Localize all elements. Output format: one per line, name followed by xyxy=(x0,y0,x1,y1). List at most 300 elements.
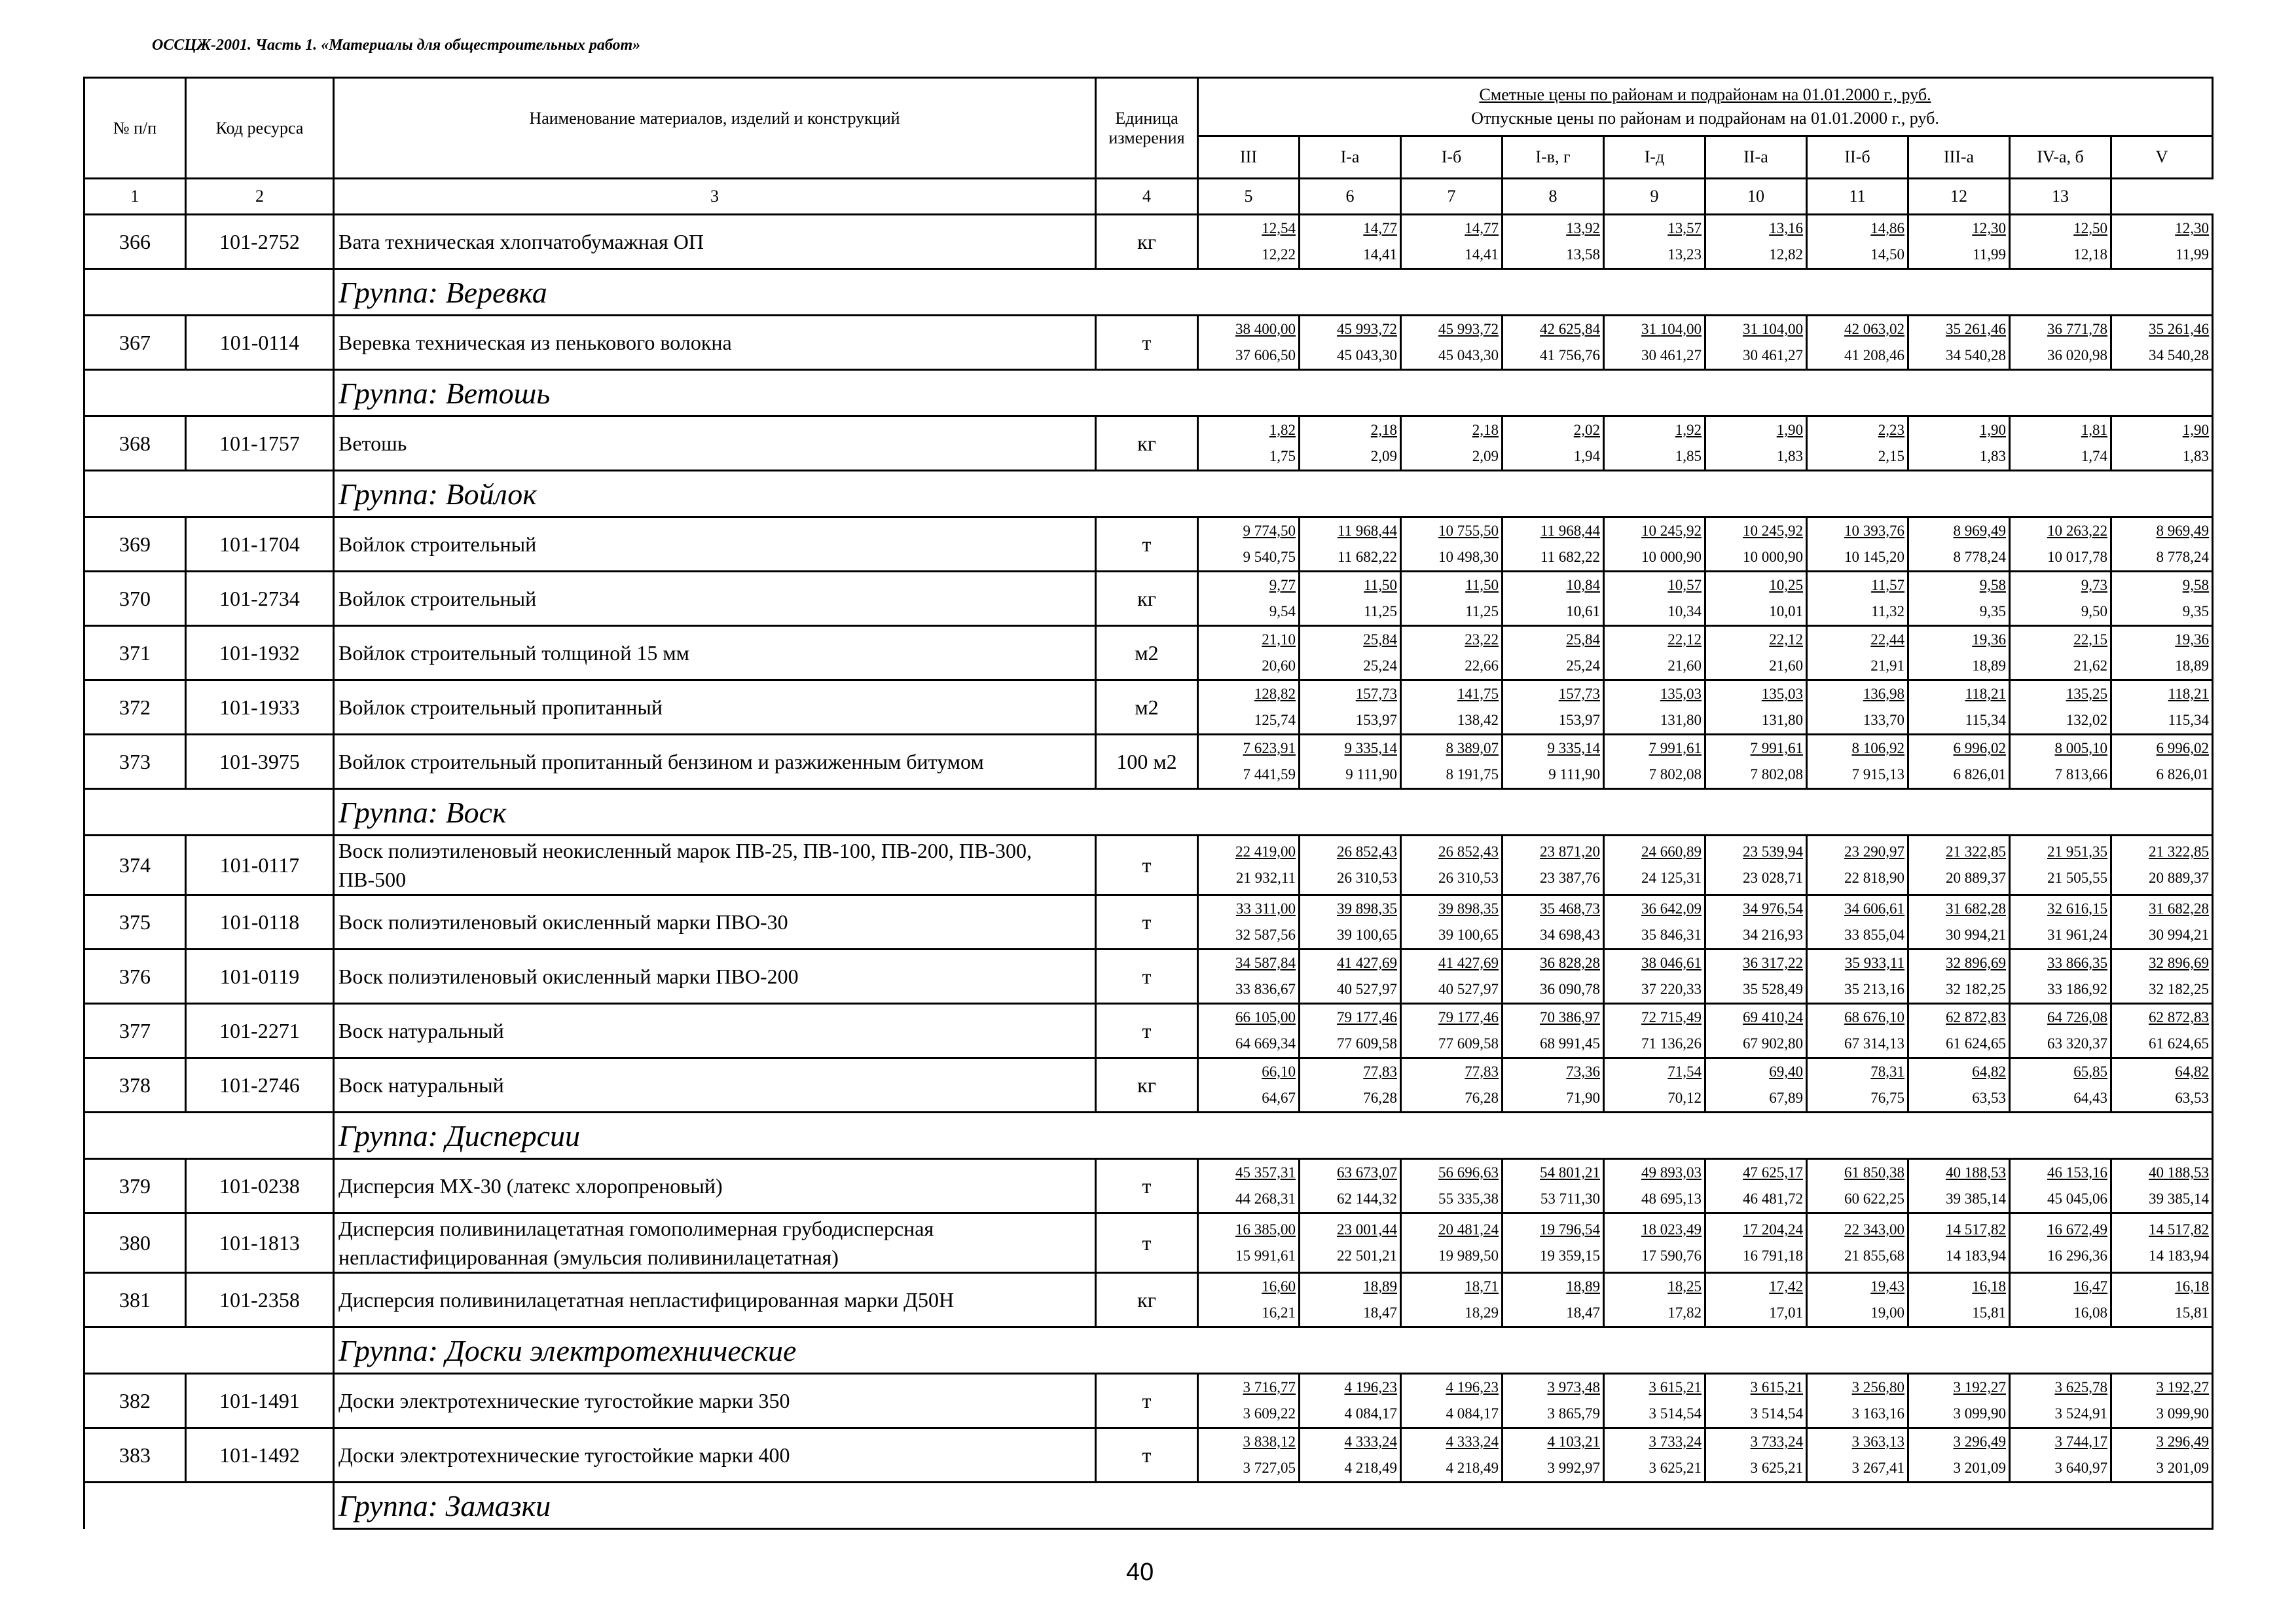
release-price: 153,97 xyxy=(1558,712,1600,728)
price-cell xyxy=(1401,572,1503,626)
price-cell xyxy=(2111,895,2213,950)
price-cell xyxy=(1807,1058,1908,1113)
group-row xyxy=(84,1327,2213,1374)
estimate-price: 33 311,00 xyxy=(1235,900,1296,917)
release-price: 15 991,61 xyxy=(1235,1247,1296,1264)
release-price: 55 335,38 xyxy=(1438,1190,1499,1207)
estimate-price: 4 196,23 xyxy=(1344,1379,1397,1395)
price-cell xyxy=(1604,1428,1705,1483)
material-name: Веревка техническая из пенькового волокна xyxy=(334,316,1096,370)
resource-code: 101-2271 xyxy=(186,1004,334,1058)
price-cell xyxy=(1705,316,1807,370)
price-cell xyxy=(1198,950,1300,1004)
release-price: 21 932,11 xyxy=(1235,870,1296,886)
resource-code: 101-0118 xyxy=(186,895,334,950)
release-price: 64,43 xyxy=(2073,1090,2107,1106)
price-cell xyxy=(1604,316,1705,370)
table-row xyxy=(84,1004,2213,1058)
release-price: 20,60 xyxy=(1262,657,1296,674)
price-cell xyxy=(1300,316,1401,370)
material-name: Дисперсия поливинилацетатная гомополимерная грубодисперсная непластифицированная (эмульсия поливинилацетатная) xyxy=(334,1213,1096,1273)
estimate-price: 8 389,07 xyxy=(1446,740,1499,756)
price-cell xyxy=(1807,680,1908,735)
price-cell xyxy=(1503,895,1604,950)
release-price: 3 099,90 xyxy=(1953,1405,2006,1422)
row-number: 377 xyxy=(84,1004,186,1058)
release-price: 11,25 xyxy=(1465,603,1499,619)
price-cell xyxy=(2111,1273,2213,1327)
estimate-price: 8 005,10 xyxy=(2054,740,2107,756)
estimate-price: 38 400,00 xyxy=(1235,321,1296,337)
release-price: 131,80 xyxy=(1660,712,1702,728)
resource-code: 101-0114 xyxy=(186,316,334,370)
release-price: 61 624,65 xyxy=(1946,1035,2006,1052)
material-name: Дисперсия МХ-30 (латекс хлоропреновый) xyxy=(334,1159,1096,1213)
release-price: 2,15 xyxy=(1878,448,1904,464)
estimate-price: 135,25 xyxy=(2066,686,2107,702)
release-price: 33 186,92 xyxy=(2047,981,2107,997)
estimate-price: 25,84 xyxy=(1566,631,1600,648)
table-row xyxy=(84,517,2213,572)
release-price: 36 090,78 xyxy=(1540,981,1600,997)
price-cell xyxy=(1604,1213,1705,1273)
price-cell xyxy=(1300,1428,1401,1483)
price-cell xyxy=(1198,1004,1300,1058)
release-price: 3 524,91 xyxy=(2054,1405,2107,1422)
release-price: 34 216,93 xyxy=(1743,927,1803,943)
price-cell xyxy=(2010,416,2111,471)
price-cell xyxy=(1300,1004,1401,1058)
price-cell xyxy=(1807,895,1908,950)
column-number: 1 xyxy=(84,179,186,215)
column-number: 3 xyxy=(334,179,1096,215)
price-cell xyxy=(1908,572,2010,626)
price-cell xyxy=(1300,1374,1401,1428)
release-price: 22 501,21 xyxy=(1337,1247,1397,1264)
estimate-price: 23 290,97 xyxy=(1844,843,1904,860)
release-price: 19 989,50 xyxy=(1438,1247,1499,1264)
price-cell xyxy=(1198,735,1300,789)
estimate-price: 39 898,35 xyxy=(1337,900,1397,917)
release-price: 7 441,59 xyxy=(1243,766,1296,783)
price-cell xyxy=(2111,572,2213,626)
row-number: 376 xyxy=(84,950,186,1004)
price-cell xyxy=(1300,1159,1401,1213)
estimate-price: 22,44 xyxy=(1870,631,1904,648)
release-price: 10 145,20 xyxy=(1844,549,1904,565)
row-number: 383 xyxy=(84,1428,186,1483)
estimate-price: 3 733,24 xyxy=(1750,1433,1803,1450)
unit-of-measure: м2 xyxy=(1096,626,1198,680)
column-number: 5 xyxy=(1198,179,1300,215)
resource-code: 101-1813 xyxy=(186,1213,334,1273)
group-label: Группа: Дисперсии xyxy=(334,1113,2213,1159)
release-price: 71,90 xyxy=(1566,1090,1600,1106)
price-cell xyxy=(1807,735,1908,789)
row-number: 378 xyxy=(84,1058,186,1113)
price-cell xyxy=(1604,517,1705,572)
estimate-price: 3 838,12 xyxy=(1243,1433,1296,1450)
price-cell xyxy=(1503,1058,1604,1113)
estimate-price: 16 385,00 xyxy=(1235,1221,1296,1238)
price-cell xyxy=(1503,950,1604,1004)
estimate-price: 16 672,49 xyxy=(2047,1221,2107,1238)
price-cell xyxy=(1604,895,1705,950)
release-price: 3 727,05 xyxy=(1243,1460,1296,1476)
estimate-price: 4 103,21 xyxy=(1547,1433,1600,1450)
price-cell xyxy=(1807,1004,1908,1058)
estimate-price: 23 871,20 xyxy=(1540,843,1600,860)
resource-code: 101-1491 xyxy=(186,1374,334,1428)
release-price: 16,21 xyxy=(1262,1304,1296,1321)
estimate-price: 36 317,22 xyxy=(1743,955,1803,971)
group-label: Группа: Войлок xyxy=(334,471,2213,517)
estimate-price: 79 177,46 xyxy=(1438,1009,1499,1025)
price-cell xyxy=(1705,895,1807,950)
estimate-price: 21,10 xyxy=(1262,631,1296,648)
release-price: 4 084,17 xyxy=(1446,1405,1499,1422)
release-price: 67 902,80 xyxy=(1743,1035,1803,1052)
price-cell xyxy=(1401,950,1503,1004)
price-cell xyxy=(1908,735,2010,789)
estimate-price: 21 322,85 xyxy=(1946,843,2006,860)
release-price: 34 540,28 xyxy=(1946,347,2006,363)
price-cell xyxy=(1807,1213,1908,1273)
release-price: 76,28 xyxy=(1465,1090,1499,1106)
release-price: 15,81 xyxy=(1972,1304,2006,1321)
table-row xyxy=(84,1213,2213,1273)
price-cell xyxy=(1401,1273,1503,1327)
estimate-price: 19,36 xyxy=(1972,631,2006,648)
header-name: Наименование материалов, изделий и конструкций xyxy=(334,78,1096,179)
price-cell xyxy=(1198,680,1300,735)
price-cell xyxy=(1604,572,1705,626)
resource-code: 101-0119 xyxy=(186,950,334,1004)
price-cell xyxy=(2010,215,2111,269)
estimate-price: 36 771,78 xyxy=(2047,321,2107,337)
column-number: 7 xyxy=(1401,179,1503,215)
estimate-price: 13,16 xyxy=(1769,220,1803,236)
unit-of-measure: т xyxy=(1096,1159,1198,1213)
header-unit: Единица измерения xyxy=(1096,78,1198,179)
estimate-price: 8 969,49 xyxy=(1953,523,2006,539)
group-spacer xyxy=(84,269,334,316)
estimate-price: 45 993,72 xyxy=(1337,321,1397,337)
estimate-price: 68 676,10 xyxy=(1844,1009,1904,1025)
price-cell xyxy=(1807,626,1908,680)
price-cell xyxy=(1908,895,2010,950)
price-cell xyxy=(1503,1004,1604,1058)
unit-of-measure: т xyxy=(1096,836,1198,895)
release-price: 1,83 xyxy=(2182,448,2210,464)
estimate-price: 4 333,24 xyxy=(1344,1433,1397,1450)
release-price: 71 136,26 xyxy=(1641,1035,1702,1052)
estimate-price: 10,57 xyxy=(1667,577,1702,593)
price-cell xyxy=(1908,1159,2010,1213)
release-price: 1,85 xyxy=(1675,448,1702,464)
estimate-price: 36 828,28 xyxy=(1540,955,1600,971)
region-header: I-б xyxy=(1401,136,1503,179)
release-price: 20 889,37 xyxy=(1946,870,2006,886)
estimate-price: 42 625,84 xyxy=(1540,321,1600,337)
estimate-price: 2,02 xyxy=(1573,422,1600,438)
release-price: 34 540,28 xyxy=(2149,347,2210,363)
release-price: 21 505,55 xyxy=(2047,870,2107,886)
release-price: 23 387,76 xyxy=(1540,870,1600,886)
release-price: 14 183,94 xyxy=(2149,1247,2210,1264)
release-price: 10 000,90 xyxy=(1743,549,1803,565)
price-cell xyxy=(2111,950,2213,1004)
price-cell xyxy=(1705,215,1807,269)
estimate-price: 31 104,00 xyxy=(1743,321,1803,337)
table-row xyxy=(84,1159,2213,1213)
estimate-price: 25,84 xyxy=(1363,631,1397,648)
header-prices-estimate: Сметные цены по районам и подрайонам на 01.01.2000 г., руб. xyxy=(1479,85,1931,104)
price-cell xyxy=(1705,517,1807,572)
price-cell xyxy=(1198,1428,1300,1483)
price-cell xyxy=(1705,1374,1807,1428)
price-cell xyxy=(1807,316,1908,370)
price-cell xyxy=(1300,836,1401,895)
price-cell xyxy=(1300,517,1401,572)
price-cell xyxy=(1705,680,1807,735)
price-cell xyxy=(2010,517,2111,572)
release-price: 35 846,31 xyxy=(1641,927,1702,943)
estimate-price: 157,73 xyxy=(1355,686,1397,702)
release-price: 67 314,13 xyxy=(1844,1035,1904,1052)
release-price: 18,89 xyxy=(1972,657,2006,674)
price-cell xyxy=(1401,680,1503,735)
release-price: 8 778,24 xyxy=(1953,549,2006,565)
release-price: 32 182,25 xyxy=(1946,981,2006,997)
price-cell xyxy=(1198,416,1300,471)
release-price: 9,35 xyxy=(2182,603,2210,619)
price-cell xyxy=(1503,680,1604,735)
estimate-price: 7 991,61 xyxy=(1649,740,1702,756)
estimate-price: 13,57 xyxy=(1667,220,1702,236)
row-number: 381 xyxy=(84,1273,186,1327)
estimate-price: 3 733,24 xyxy=(1649,1433,1702,1450)
resource-code: 101-0238 xyxy=(186,1159,334,1213)
price-cell xyxy=(1401,517,1503,572)
estimate-price: 4 333,24 xyxy=(1446,1433,1499,1450)
material-name: Доски электротехнические тугостойкие марки 350 xyxy=(334,1374,1096,1428)
release-price: 132,02 xyxy=(2066,712,2107,728)
release-price: 17,82 xyxy=(1667,1304,1702,1321)
release-price: 10 017,78 xyxy=(2047,549,2107,565)
release-price: 1,94 xyxy=(1573,448,1600,464)
estimate-price: 40 188,53 xyxy=(2149,1164,2210,1181)
release-price: 133,70 xyxy=(1863,712,1904,728)
estimate-price: 34 976,54 xyxy=(1743,900,1803,917)
estimate-price: 20 481,24 xyxy=(1438,1221,1499,1238)
estimate-price: 40 188,53 xyxy=(1946,1164,2006,1181)
price-cell xyxy=(1807,215,1908,269)
release-price: 3 514,54 xyxy=(1750,1405,1803,1422)
release-price: 45 043,30 xyxy=(1438,347,1499,363)
estimate-price: 46 153,16 xyxy=(2047,1164,2107,1181)
price-cell xyxy=(2010,1374,2111,1428)
price-cell xyxy=(1604,836,1705,895)
price-cell xyxy=(2111,735,2213,789)
release-price: 3 640,97 xyxy=(2054,1460,2107,1476)
release-price: 64 669,34 xyxy=(1235,1035,1296,1052)
estimate-price: 26 852,43 xyxy=(1337,843,1397,860)
price-cell xyxy=(1198,1058,1300,1113)
column-number: 6 xyxy=(1300,179,1401,215)
estimate-price: 157,73 xyxy=(1558,686,1600,702)
release-price: 26 310,53 xyxy=(1438,870,1499,886)
estimate-price: 69 410,24 xyxy=(1743,1009,1803,1025)
group-row xyxy=(84,471,2213,517)
price-cell xyxy=(1401,1213,1503,1273)
release-price: 11,99 xyxy=(1973,246,2006,263)
release-price: 34 698,43 xyxy=(1540,927,1600,943)
estimate-price: 32 896,69 xyxy=(2149,955,2210,971)
group-spacer xyxy=(84,1113,334,1159)
estimate-price: 21 322,85 xyxy=(2149,843,2210,860)
price-cell xyxy=(1604,1273,1705,1327)
resource-code: 101-1933 xyxy=(186,680,334,735)
table-row xyxy=(84,1374,2213,1428)
price-cell xyxy=(1705,950,1807,1004)
group-label: Группа: Веревка xyxy=(334,269,2213,316)
release-price: 4 218,49 xyxy=(1344,1460,1397,1476)
release-price: 19,00 xyxy=(1870,1304,1904,1321)
table-row xyxy=(84,950,2213,1004)
price-cell xyxy=(2010,1058,2111,1113)
row-number: 366 xyxy=(84,215,186,269)
release-price: 21,60 xyxy=(1769,657,1803,674)
estimate-price: 14,77 xyxy=(1363,220,1397,236)
price-cell xyxy=(1198,1213,1300,1273)
price-cell xyxy=(2111,836,2213,895)
estimate-price: 73,36 xyxy=(1566,1063,1600,1080)
price-cell xyxy=(2010,1213,2111,1273)
unit-of-measure: т xyxy=(1096,1004,1198,1058)
material-name: Войлок строительный xyxy=(334,517,1096,572)
estimate-price: 11,50 xyxy=(1465,577,1499,593)
estimate-price: 49 893,03 xyxy=(1641,1164,1702,1181)
release-price: 32 182,25 xyxy=(2149,981,2210,997)
price-cell xyxy=(1300,215,1401,269)
estimate-price: 34 587,84 xyxy=(1235,955,1296,971)
release-price: 39 385,14 xyxy=(1946,1190,2006,1207)
price-cell xyxy=(1705,735,1807,789)
resource-code: 101-2746 xyxy=(186,1058,334,1113)
column-number: 10 xyxy=(1705,179,1807,215)
release-price: 26 310,53 xyxy=(1337,870,1397,886)
material-name: Дисперсия поливинилацетатная непластифицированная марки Д50Н xyxy=(334,1273,1096,1327)
estimate-price: 3 973,48 xyxy=(1547,1379,1600,1395)
price-cell xyxy=(1503,735,1604,789)
price-cell xyxy=(1604,1374,1705,1428)
group-row xyxy=(84,1113,2213,1159)
release-price: 67,89 xyxy=(1769,1090,1803,1106)
price-cell xyxy=(1198,1273,1300,1327)
release-price: 68 991,45 xyxy=(1540,1035,1600,1052)
release-price: 18,89 xyxy=(2175,657,2210,674)
release-price: 9,35 xyxy=(1979,603,2006,619)
release-price: 37 606,50 xyxy=(1235,347,1296,363)
price-cell xyxy=(1705,1428,1807,1483)
column-number: 2 xyxy=(186,179,334,215)
release-price: 1,83 xyxy=(1979,448,2006,464)
release-price: 33 855,04 xyxy=(1844,927,1904,943)
release-price: 4 084,17 xyxy=(1344,1405,1397,1422)
estimate-price: 1,81 xyxy=(2081,422,2107,438)
estimate-price: 14 517,82 xyxy=(1946,1221,2006,1238)
estimate-price: 18 023,49 xyxy=(1641,1221,1702,1238)
group-label: Группа: Воск xyxy=(334,789,2213,836)
estimate-price: 3 363,13 xyxy=(1851,1433,1904,1450)
release-price: 20 889,37 xyxy=(2149,870,2210,886)
release-price: 7 802,08 xyxy=(1649,766,1702,783)
release-price: 1,75 xyxy=(1269,448,1296,464)
estimate-price: 16,18 xyxy=(1972,1278,2006,1295)
price-cell xyxy=(2111,416,2213,471)
estimate-price: 11 968,44 xyxy=(1540,523,1600,539)
estimate-price: 35 261,46 xyxy=(2149,321,2210,337)
region-header: I-д xyxy=(1604,136,1705,179)
price-cell xyxy=(1604,950,1705,1004)
price-cell xyxy=(1908,215,2010,269)
release-price: 125,74 xyxy=(1254,712,1296,728)
estimate-price: 33 866,35 xyxy=(2047,955,2107,971)
price-cell xyxy=(1503,572,1604,626)
estimate-price: 3 625,78 xyxy=(2054,1379,2107,1395)
row-number: 369 xyxy=(84,517,186,572)
estimate-price: 3 615,21 xyxy=(1750,1379,1803,1395)
row-number: 379 xyxy=(84,1159,186,1213)
release-price: 37 220,33 xyxy=(1641,981,1702,997)
estimate-price: 14 517,82 xyxy=(2149,1221,2210,1238)
resource-code: 101-1704 xyxy=(186,517,334,572)
price-cell xyxy=(1705,1004,1807,1058)
estimate-price: 16,60 xyxy=(1262,1278,1296,1295)
row-number: 371 xyxy=(84,626,186,680)
group-row xyxy=(84,269,2213,316)
estimate-price: 9 335,14 xyxy=(1547,740,1600,756)
resource-code: 101-0117 xyxy=(186,836,334,895)
price-cell xyxy=(1705,572,1807,626)
material-name: Войлок строительный пропитанный бензином и разжиженным битумом xyxy=(334,735,1096,789)
row-number: 380 xyxy=(84,1213,186,1273)
group-row xyxy=(84,1483,2213,1529)
release-price: 15,81 xyxy=(2175,1304,2210,1321)
estimate-price: 56 696,63 xyxy=(1438,1164,1499,1181)
price-cell xyxy=(1807,1273,1908,1327)
resource-code: 101-3975 xyxy=(186,735,334,789)
price-cell xyxy=(2111,680,2213,735)
price-cell xyxy=(1604,680,1705,735)
price-cell xyxy=(1604,626,1705,680)
release-price: 62 144,32 xyxy=(1337,1190,1397,1207)
release-price: 16,08 xyxy=(2073,1304,2107,1321)
material-name: Доски электротехнические тугостойкие марки 400 xyxy=(334,1428,1096,1483)
price-cell xyxy=(1908,1428,2010,1483)
price-cell xyxy=(2111,1004,2213,1058)
release-price: 70,12 xyxy=(1667,1090,1702,1106)
release-price: 35 213,16 xyxy=(1844,981,1904,997)
release-price: 44 268,31 xyxy=(1235,1190,1296,1207)
estimate-price: 9,58 xyxy=(1979,577,2006,593)
estimate-price: 23 001,44 xyxy=(1337,1221,1397,1238)
price-cell xyxy=(1300,895,1401,950)
release-price: 12,82 xyxy=(1769,246,1803,263)
estimate-price: 135,03 xyxy=(1761,686,1803,702)
price-cell xyxy=(1908,316,2010,370)
